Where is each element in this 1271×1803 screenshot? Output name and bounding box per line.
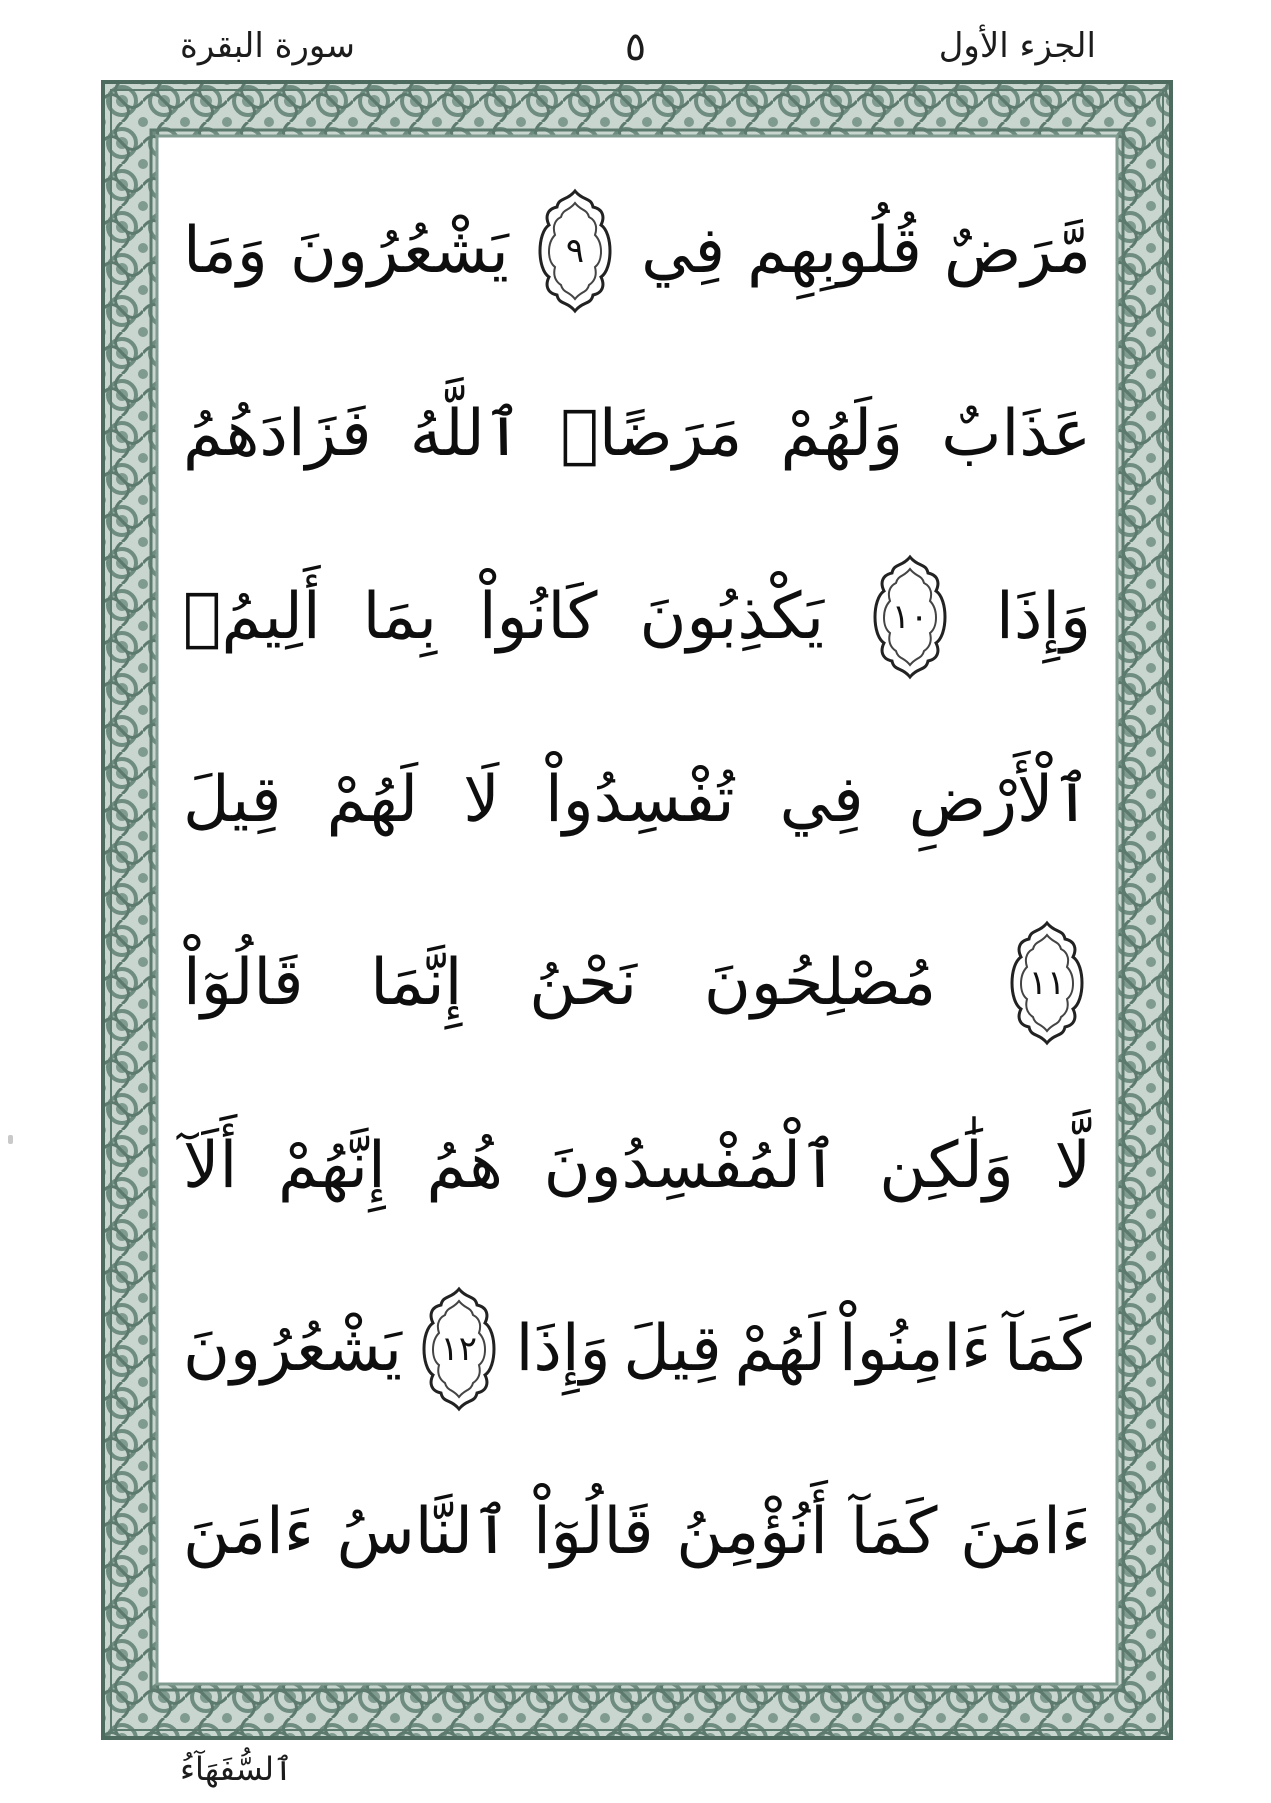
quran-word: لَهُمْ (734, 1312, 827, 1386)
quran-word: أَلِيمُۢ (183, 580, 321, 654)
verse-line (183, 1091, 1091, 1241)
quran-word: لَهُمْ (326, 763, 419, 837)
quran-word: قِيلَ (183, 763, 282, 837)
quran-word: وَلَٰكِن (879, 1129, 1014, 1203)
catchword: ٱلسُّفَهَآءُ (180, 1750, 293, 1788)
quran-word: بِمَا (362, 580, 437, 654)
ayah-end-marker (1003, 919, 1091, 1047)
quran-word: ٱللَّهُ (409, 397, 523, 471)
quran-word: كَانُواْ (478, 580, 598, 654)
quran-word: يَكْذِبُونَ (639, 580, 825, 654)
verse-line (183, 908, 1091, 1058)
quran-word: وَمَا (183, 214, 268, 288)
ayah-end-marker (531, 187, 619, 315)
ayah-number: ١٢ (440, 1329, 478, 1369)
quran-word: ٱلْمُفْسِدُونَ (543, 1129, 839, 1203)
verse-line (183, 725, 1091, 875)
quran-word: قَالُوٓاْ (183, 946, 304, 1020)
quran-word: فَزَادَهُمُ (183, 397, 372, 471)
quran-word: هُمُ (426, 1129, 503, 1203)
quran-word: وَإِذَا (515, 1312, 611, 1386)
ayah-number: ١٠ (891, 597, 929, 637)
quran-word: مَّرَضٌ (944, 214, 1091, 288)
quran-word: فِي (779, 763, 864, 837)
quran-word: قُلُوبِهِم (747, 214, 922, 288)
quran-word: يَشْعُرُونَ (289, 214, 509, 288)
ayah-end-marker (866, 553, 954, 681)
quran-word: كَمَآ (1004, 1312, 1091, 1386)
quran-word: ٱلْأَرْضِ (908, 763, 1091, 837)
quran-word: عَذَابٌ (941, 397, 1091, 471)
verse-line (183, 1274, 1091, 1424)
quran-word: إِنَّمَا (370, 946, 463, 1020)
page-number: ٥ (624, 24, 647, 70)
verse-line (183, 542, 1091, 692)
quran-word: مُصْلِحُونَ (703, 946, 937, 1020)
ayah-number: ٩ (565, 231, 585, 271)
quran-word: لَا (463, 763, 500, 837)
verse-line (183, 176, 1091, 326)
verse-line (183, 1457, 1091, 1607)
surah-label: سورة البقرة (180, 26, 355, 66)
quran-word: أَلَآ (183, 1129, 238, 1203)
verse-line (183, 359, 1091, 509)
quran-word: ٱلنَّاسُ (336, 1495, 511, 1569)
page-header (0, 14, 1271, 84)
quran-word: قَالُوٓاْ (533, 1495, 654, 1569)
quran-word: وَلَهُمْ (780, 397, 903, 471)
quran-word: كَمَآ (850, 1495, 938, 1569)
text-panel (163, 142, 1111, 1678)
quran-word: ءَامَنَ (183, 1495, 314, 1569)
quran-word: يَشْعُرُونَ (183, 1312, 402, 1386)
scan-speck (8, 1135, 13, 1144)
quran-word: فِي (641, 214, 726, 288)
quran-word: ءَامَنَ (960, 1495, 1091, 1569)
ayah-number: ١١ (1028, 963, 1066, 1003)
quran-word: وَإِذَا (996, 580, 1091, 654)
quran-word: قِيلَ (623, 1312, 722, 1386)
quran-word: لَّا (1054, 1129, 1091, 1203)
juz-label: الجزء الأول (938, 26, 1096, 66)
ayah-end-marker (415, 1285, 503, 1413)
quran-word: نَحْنُ (529, 946, 638, 1020)
ornamental-frame (101, 80, 1173, 1740)
quran-word: ءَامِنُواْ (838, 1312, 992, 1386)
quran-word: مَرَضًاۖ (560, 397, 743, 471)
quran-word: إِنَّهُمْ (278, 1129, 386, 1203)
quran-word: أَنُؤْمِنُ (676, 1495, 828, 1569)
quran-word: تُفْسِدُواْ (544, 763, 735, 837)
